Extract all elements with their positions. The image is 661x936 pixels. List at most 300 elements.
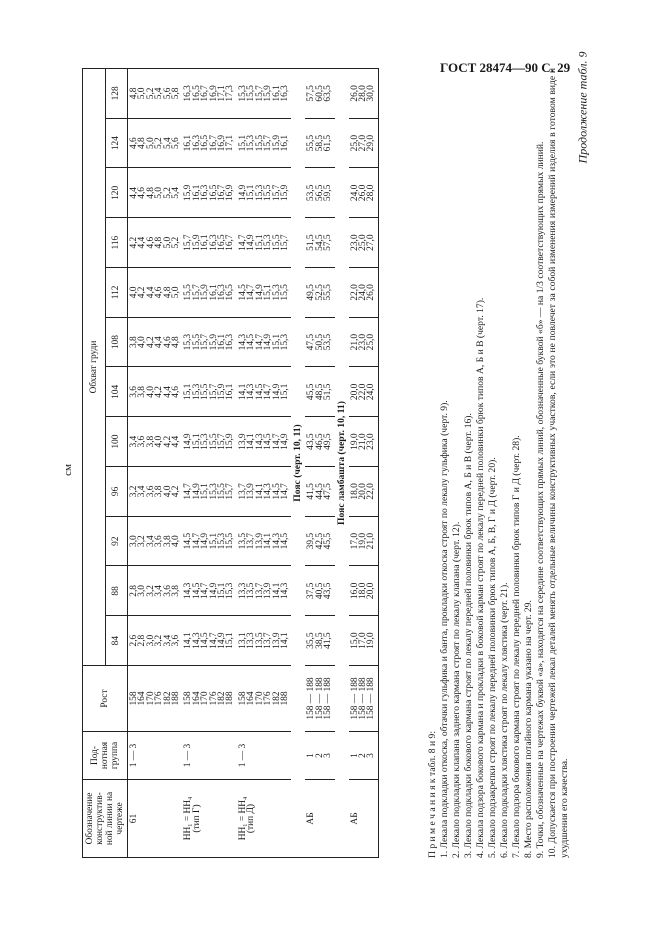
cell-line: 4,0 [154,435,165,448]
cell-line: 14,1 [246,433,257,450]
group-cell [349,732,379,780]
note-item: 9. Точки, обозначенные на чертежах буквой «а», находятся на середине соответствующих прямых линий, обозначенные буквой «б» — на 1/3 соответствующих прямых линий. [535,141,546,858]
cell-line: (тип Г) [191,804,202,833]
cell-line: 4,2 [162,435,173,448]
value-cell [182,566,236,616]
cell-line: 3,2 [145,585,156,597]
cell-line: 14,9 [200,532,211,550]
cell-line: 23,0 [357,333,368,351]
cell-line: 13,5 [254,632,265,649]
cell-line: 22,0 [357,383,368,401]
cell-line: 15,1 [225,632,236,649]
value-cell [182,168,236,218]
cell-line: 13,9 [271,632,282,649]
cell-line: 5,0 [137,87,148,100]
cell-line: 50,5 [314,333,325,351]
value-cell [182,268,236,318]
cell-line: 14,5 [279,532,290,550]
cell-line: 1 — 3 [129,743,139,768]
group-cell [305,732,334,780]
cell-line: 14,7 [208,632,219,649]
cell-line: 54,5 [314,234,325,251]
value-cell [349,516,379,566]
cell-line: 176 [263,691,274,706]
cell-line: 15,3 [225,582,236,600]
cell-line: 158 — 188 [349,677,360,720]
cell-line: 28,0 [366,184,377,202]
cell-line: 5,0 [162,236,173,249]
cell-line: 14,9 [254,284,265,301]
value-cell [305,467,334,517]
cell-line: 15,3 [263,234,274,251]
table-body [128,69,379,858]
cell-line: 14,5 [237,284,248,301]
cell-line: 5,8 [171,87,182,100]
cell-line: 16,7 [225,234,236,251]
value-cell [349,616,379,666]
cell-line: 158 [237,691,248,706]
cell-line: 2,8 [129,585,139,597]
cell-line: 4,8 [137,137,148,149]
cell-line: 14,5 [191,582,202,600]
cell-line: 49,5 [323,433,334,450]
cell-line: 4,8 [154,236,165,249]
cell-line: 13,7 [263,632,274,649]
cell-line: 4,0 [171,535,182,547]
group-cell [237,732,291,780]
cell-line: 14,7 [279,483,290,500]
value-cell [349,218,379,268]
cell-line: 15,3 [191,383,202,401]
cell-line: 40,5 [314,582,325,600]
cell-line: 15,3 [200,433,211,450]
cell-line: 16,1 [191,184,202,202]
cell-line: 15,3 [237,85,248,102]
value-cell [237,417,291,467]
cell-line: 15,3 [208,483,219,500]
cell-line: 5,2 [145,87,156,100]
cell-line: 15,1 [208,532,219,550]
cell-line: 13,5 [246,582,257,600]
value-cell [182,467,236,517]
cell-line: 188 [279,691,290,706]
value-cell [349,317,379,367]
cell-line: 4,0 [129,286,139,299]
cell-line: 16,9 [208,85,219,102]
cell-line: 14,1 [183,632,194,649]
cell-line: 13,5 [237,532,248,550]
cell-line: 14,7 [254,333,265,351]
value-cell [305,616,334,666]
cell-line: 3,2 [154,634,165,647]
cell-line: 23,0 [349,234,360,251]
value-cell [349,69,379,119]
cell-line: 4,2 [137,286,148,299]
cell-line: 56,5 [314,184,325,202]
cell-line: 14,7 [271,433,282,450]
cell-line: 15,5 [183,284,194,301]
cell-line: 5,4 [154,87,165,100]
cell-line: 14,1 [271,582,282,600]
cell-line: 3,2 [137,535,148,547]
cell-line: 2 [357,753,368,758]
cell-line: 13,1 [237,632,248,649]
value-cell [128,168,183,218]
cell-line: 14,3 [279,582,290,600]
cell-line: 15,3 [183,333,194,351]
cell-line: 13,3 [246,632,257,649]
value-cell [128,118,183,168]
cell-line: 20,0 [349,383,360,401]
col-header-girth: Обхват груди [83,69,106,666]
cell-line: 22,0 [366,483,377,500]
cell-line: 16,1 [271,85,282,102]
cell-line: 4,4 [137,236,148,249]
cell-line: 15,9 [217,383,228,401]
cell-line: 16,9 [225,184,236,202]
value-cell [237,616,291,666]
cell-line: 5,0 [171,286,182,299]
cell-line: 3,6 [145,485,156,498]
cell-line: 2,8 [137,634,148,647]
cell-line: 26,0 [349,85,360,102]
cell-line: 49,5 [306,284,317,301]
value-cell [305,69,334,119]
cell-line: 16,3 [217,284,228,301]
cell-line: 4,4 [129,187,139,199]
value-cell [237,218,291,268]
cell-line: 5,6 [162,87,173,100]
cell-line: 3,6 [129,386,139,398]
cell-line: 5,2 [171,236,182,249]
value-cell [237,317,291,367]
cell-line: 158 [183,691,194,706]
cell-line: 14,3 [191,632,202,649]
cell-line: 3,0 [145,634,156,647]
cell-line: 15,9 [271,134,282,152]
cell-line: 15,7 [254,85,265,102]
cell-line: 4,4 [154,336,165,348]
cell-line: 16,7 [217,184,228,202]
cell-line: 14,1 [263,532,274,550]
rost-cell [182,666,236,732]
cell-line: 14,5 [254,383,265,401]
cell-line: 14,9 [246,234,257,251]
value-cell [349,268,379,318]
cell-line: 23,0 [366,433,377,450]
cell-line: 15,7 [183,234,194,251]
cell-line: 14,3 [237,333,248,351]
cell-line: 51,5 [306,234,317,251]
col-header-group: Под- нотная группа [83,732,128,780]
rotated-page-body [62,68,602,858]
cell-line: 37,5 [306,582,317,600]
cell-line: 4,6 [154,286,165,299]
value-cell [237,118,291,168]
cell-line: 16,3 [183,85,194,102]
cell-line: 15,1 [200,483,211,500]
note-item: 5. Лекало подзакрепки строят по лекалу передней половинки брюк типов А, Б, В, Г и Д (черт. 20). [487,457,498,858]
cell-line: 21,0 [366,532,377,550]
cell-line: 158 — 188 [314,677,325,720]
size-header: 124 [105,118,128,168]
cell-line: 43,5 [306,433,317,450]
value-cell [305,118,334,168]
note-item: 3. Лекало подкладки бокового кармана строят по лекалу передней половинки брюк типов А, Б и В (черт. 16). [463,413,474,858]
cell-line: 14,5 [200,632,211,649]
value-cell [128,516,183,566]
cell-line: 15,9 [279,184,290,202]
table-row [349,69,379,858]
value-cell [182,417,236,467]
value-cell [349,467,379,517]
size-header: 92 [105,516,128,566]
cell-line: 182 [271,691,282,706]
cell-line: 1 [349,753,360,758]
cell-line: 16,5 [208,184,219,202]
cell-line: 170 [254,691,265,706]
cell-line: 15,5 [279,284,290,301]
cell-line: 14,3 [183,582,194,600]
cell-line: 3,2 [129,485,139,498]
cell-line: 4,6 [145,236,156,249]
cell-line: 16,3 [208,234,219,251]
cell-line: 3,8 [171,585,182,597]
value-cell [237,516,291,566]
value-cell [349,566,379,616]
value-cell [305,317,334,367]
note-item: 10. Допускается при построении чертежей лекал деталей менять отдельные величины конструктивных участков, если это не повлечет за собой изменения измерений изделия в готовом виде и ухудшения его качества. [547,68,570,858]
cell-line: 15,3 [217,532,228,550]
cell-line: 15,1 [191,433,202,450]
cell-line: 5,4 [171,187,182,199]
cell-line: 16,9 [217,134,228,152]
note-item: 2. Лекало подкладки клапана заднего кармана строят по лекалу клапана (черт. 12). [451,521,462,858]
cell-line: 39,5 [306,532,317,550]
cell-line: 14,5 [271,483,282,500]
cell-line: 42,5 [314,532,325,550]
designation-cell [128,780,183,858]
cell-line: 158 [129,691,139,706]
cell-line: 15,7 [200,333,211,351]
cell-line: 15,3 [246,134,257,152]
section-title-row [335,69,349,858]
value-cell [237,168,291,218]
cell-line: 5,2 [162,187,173,199]
cell-line: 13,7 [254,582,265,600]
cell-line: 3,6 [162,585,173,597]
cell-line: 14,9 [191,483,202,500]
cell-line: 13,3 [237,582,248,600]
section-title: Пояс ламбашта (черт. 10, 11) [335,69,349,858]
notes-block [427,68,571,858]
cell-line: 4,8 [162,286,173,299]
cell-line: 15,9 [200,284,211,301]
cell-line: 14,9 [271,383,282,401]
cell-line: 16,3 [279,85,290,102]
measurements-table [82,68,379,858]
cell-line: 16,7 [200,85,211,102]
cell-line: 14,7 [200,582,211,600]
cell-line: 5,0 [154,187,165,199]
cell-line: 3 [366,753,377,758]
cell-line: 45,5 [323,532,334,550]
cell-line: 52,5 [314,284,325,301]
cell-line: 58,5 [314,134,325,152]
cell-line: 4,2 [171,485,182,498]
cell-line: 4,4 [162,386,173,398]
cell-line: 15,0 [349,632,360,649]
value-cell [305,168,334,218]
cell-line: 13,7 [246,532,257,550]
cell-line: 46,5 [314,433,325,450]
cell-line: 15,7 [217,433,228,450]
cell-line: 15,1 [254,234,265,251]
value-cell [128,616,183,666]
cell-line: 158 — 188 [357,677,368,720]
cell-line: 15,5 [208,433,219,450]
cell-line: НН₁ = НН₄ [237,796,248,841]
cell-line: 14,9 [237,184,248,202]
cell-line: 4,0 [137,336,148,348]
cell-line: 27,0 [357,134,368,152]
cell-line: 2,6 [129,634,139,647]
cell-line: 43,5 [323,582,334,600]
cell-line: 4,0 [145,386,156,398]
cell-line: 15,9 [225,433,236,450]
cell-line: 15,1 [279,383,290,401]
value-cell [305,417,334,467]
cell-line: 1 — 3 [237,743,248,768]
value-cell [237,69,291,119]
cell-line: АБ [306,812,317,825]
cell-line: 15,5 [191,333,202,351]
cell-line: 5,2 [154,137,165,149]
size-header: 88 [105,566,128,616]
cell-line: 4,6 [162,336,173,348]
value-cell [182,118,236,168]
cell-line: 15,5 [246,85,257,102]
cell-line: 158 — 188 [306,677,317,720]
cell-line: 27,0 [366,234,377,251]
cell-line: 22,0 [349,284,360,301]
cell-line: 15,1 [237,134,248,152]
cell-line: 24,0 [366,383,377,401]
cell-line: 48,5 [314,383,325,401]
cell-line: 14,3 [246,383,257,401]
cell-line: 158 — 188 [366,677,377,720]
size-header: 116 [105,218,128,268]
cell-line: 21,0 [349,333,360,351]
size-header: 100 [105,417,128,467]
cell-line: 26,0 [357,184,368,202]
cell-line: 14,7 [237,234,248,251]
cell-line: 16,0 [349,582,360,600]
cell-line: 4,4 [171,435,182,448]
cell-line: 4,2 [145,336,156,348]
note-item: 7. Лекало подзора бокового кармана строят по лекалу передней половинки брюк типов Г и Д (черт. 28). [511,435,522,858]
cell-line: 3,8 [162,535,173,547]
cell-line: 13,9 [254,532,265,550]
col-header-designation: Обозначение конструктив- ной линии на чертеже [83,780,128,858]
cell-line: 3,6 [137,435,148,448]
designation-cell [349,780,379,858]
cell-line: 1 [306,753,317,758]
cell-line: 15,5 [271,234,282,251]
cell-line: 3,4 [162,634,173,647]
cell-line: 63,5 [323,85,334,102]
cell-line: 5,4 [162,137,173,149]
cell-line: 29,0 [366,134,377,152]
note-item: 4. Лекала подзора бокового кармана и прокладки в боковой карман строят по лекалу передней половинки брюк типов А, Б и В (черт. 17). [475,297,486,858]
cell-line: 18,0 [349,483,360,500]
cell-line: 53,5 [306,184,317,202]
cell-line: 1 — 3 [183,743,194,768]
cell-line: 44,5 [314,483,325,500]
cell-line: 28,0 [357,85,368,102]
value-cell [305,367,334,417]
cell-line: 13,9 [263,582,274,600]
cell-line: 55,5 [306,134,317,152]
cell-line: 14,3 [254,433,265,450]
value-cell [349,417,379,467]
cell-line: 4,6 [137,187,148,199]
cell-line: 53,5 [323,333,334,351]
cell-line: 15,9 [183,184,194,202]
cell-line: 13,9 [246,483,257,500]
cell-line: 15,7 [271,184,282,202]
cell-line: 15,5 [225,532,236,550]
value-cell [128,317,183,367]
cell-line: 16,1 [208,284,219,301]
cell-line: 13,9 [237,433,248,450]
cell-line: 17,3 [225,85,236,102]
size-header: 120 [105,168,128,218]
cell-line: 45,5 [306,383,317,401]
notes-list [439,68,571,858]
cell-line: 14,1 [237,383,248,401]
notes-heading: П р и м е ч а н и я к табл. 8 и 9: [427,731,438,858]
cell-line: 24,0 [349,184,360,202]
cell-line: 3,0 [129,535,139,547]
value-cell [182,317,236,367]
rost-cell [305,666,334,732]
size-header: 104 [105,367,128,417]
cell-line: 14,3 [271,532,282,550]
cell-line: 15,1 [217,582,228,600]
cell-line: 5,0 [145,137,156,149]
cell-line: 25,0 [357,234,368,251]
cell-line: 164 [246,691,257,706]
note-item: 6. Лекало подкладки хлястика строят по лекалу хлястика (черт. 21). [499,582,510,858]
cell-line: АБ [349,812,360,825]
cell-line: 3,8 [154,485,165,498]
cell-line: 18,0 [357,582,368,600]
cell-line: 13,7 [237,483,248,500]
note-item: 1. Лекала подкладки откоска, обтачки гульфика и банта, прокладки откоска строят по лекалу гульфика (черт. 9). [439,400,450,858]
value-cell [237,566,291,616]
cell-line: 176 [154,691,165,706]
cell-line: 2 [314,753,325,758]
cell-line: 3,8 [137,386,148,398]
group-cell [182,732,236,780]
cell-line: 14,7 [183,483,194,500]
cell-line: 188 [171,691,182,706]
cell-line: 3,0 [137,585,148,597]
value-cell [128,268,183,318]
cell-line: 24,0 [357,284,368,301]
cell-line: 19,0 [366,632,377,649]
